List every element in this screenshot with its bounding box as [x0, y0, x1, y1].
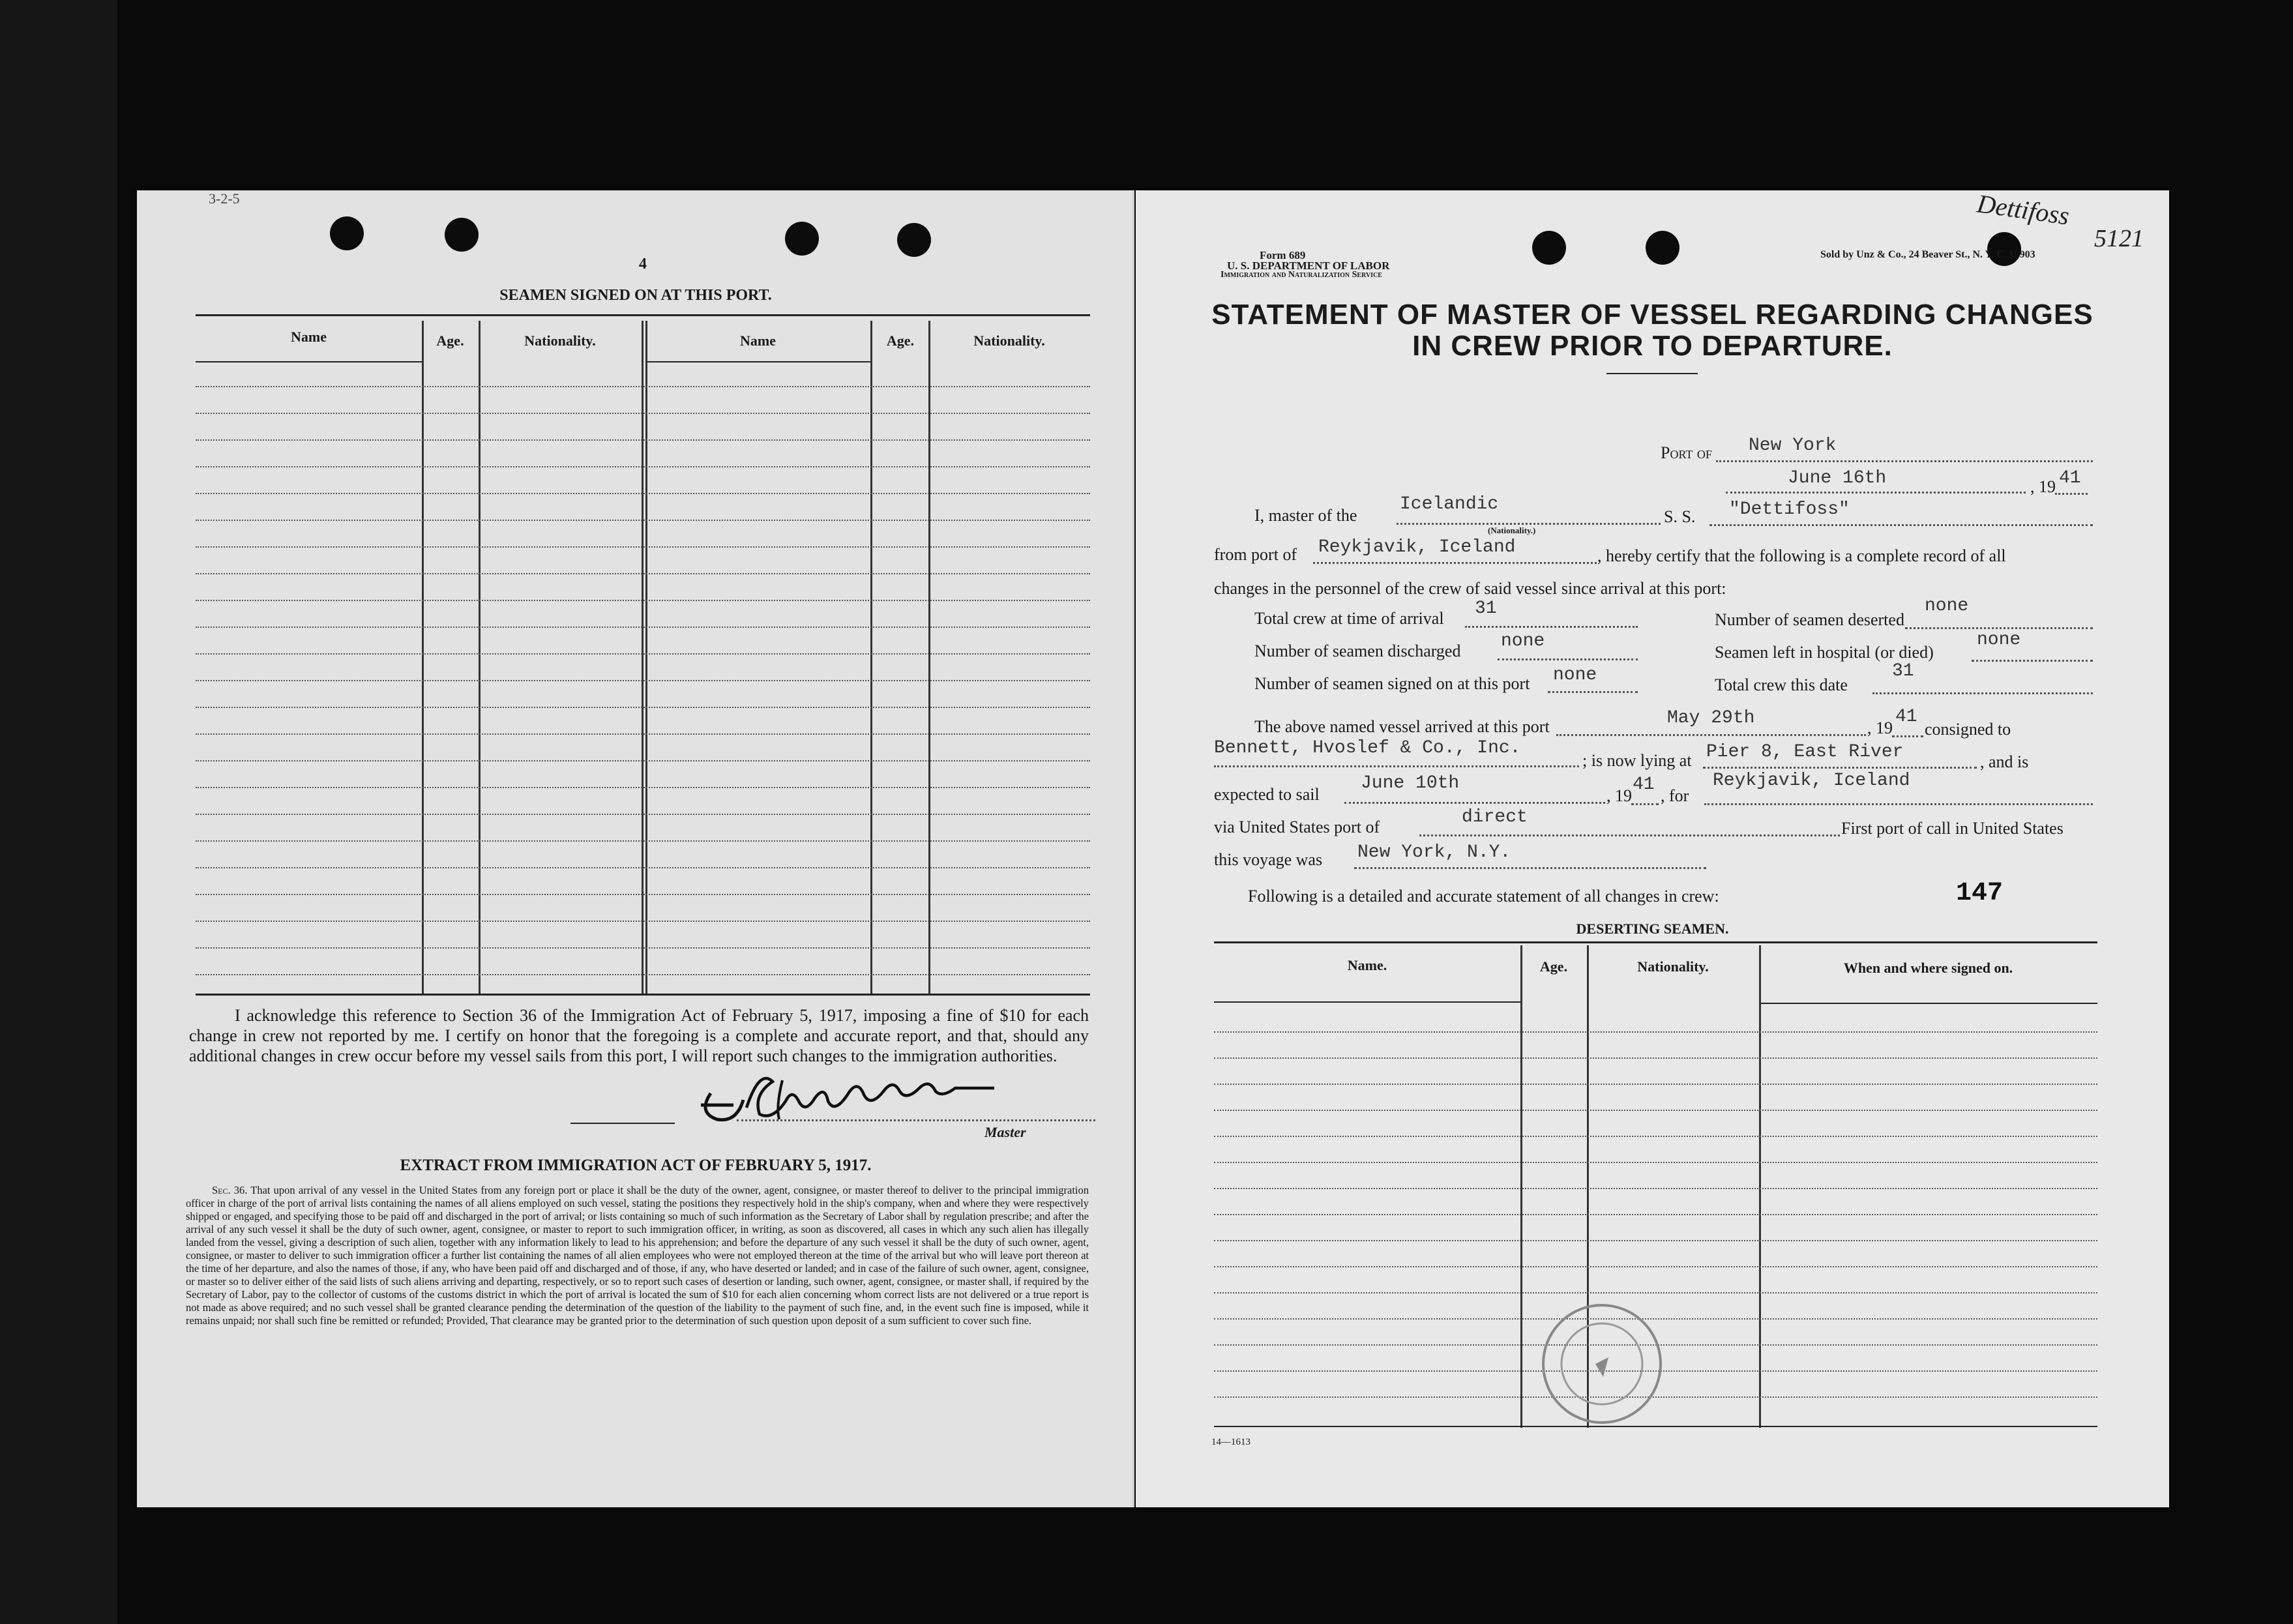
master-caption: Master: [984, 1124, 1026, 1140]
discharged-label: Number of seamen discharged: [1254, 642, 1461, 660]
table-row: [196, 466, 1090, 467]
deserting-col-signed-on: When and where signed on.: [1843, 960, 2013, 976]
page-number: 4: [639, 256, 647, 273]
consignee-value: Bennett, Hvoslef & Co., Inc.: [1214, 738, 1521, 758]
ss-label: S. S.: [1664, 507, 1696, 526]
table-row: [196, 680, 1090, 681]
via-field: [1419, 834, 1840, 836]
sec-label: Sec. 36.: [212, 1184, 248, 1196]
total-crew-arrival-field: [1465, 626, 1638, 628]
port-value: New York: [1749, 436, 1837, 456]
nationality-caption: (Nationality.): [1488, 525, 1536, 535]
table-row: [196, 386, 1090, 387]
signed-on-value: none: [1553, 665, 1597, 685]
table-row: [1214, 1136, 2097, 1137]
col-header-age: Age.: [436, 332, 464, 349]
and-is-label: , and is: [1980, 752, 2029, 771]
table-row: [196, 627, 1090, 628]
table-row: [196, 814, 1090, 815]
table-row: [1214, 1084, 2097, 1085]
from-port-field: [1313, 562, 1597, 564]
deserting-table-top: [1214, 941, 2097, 943]
destination-value: Reykjavik, Iceland: [1713, 771, 1910, 791]
changes-text: changes in the personnel of the crew of said vessel since arrival at this port:: [1214, 579, 1726, 598]
scanner-border: [0, 0, 117, 1624]
extract-text: [186, 1184, 1089, 1327]
table-row: [1214, 1162, 2097, 1163]
extract-title: EXTRACT FROM IMMIGRATION ACT OF FEBRUARY 5, 1917.: [400, 1157, 872, 1174]
table-row: [196, 707, 1090, 708]
signature-line: [737, 1119, 1095, 1121]
form-title-line1: STATEMENT OF MASTER OF VESSEL REGARDING CHANGES: [1211, 299, 2093, 331]
discharged-value: none: [1501, 631, 1545, 651]
signed-on-label: Number of seamen signed on at this port: [1254, 674, 1530, 693]
port-label: Port of: [1661, 443, 1712, 462]
col-header-nationality: Nationality.: [524, 332, 596, 349]
table-row: [1214, 1266, 2097, 1267]
voyage-field: [1354, 867, 1706, 869]
total-crew-date-field: [1872, 692, 2093, 694]
nationality-value: Icelandic: [1400, 494, 1499, 514]
port-field: [1716, 460, 2093, 462]
year-value: 41: [2059, 468, 2081, 488]
table-row: [1214, 1292, 2097, 1293]
table-row: [196, 573, 1090, 574]
table-row: [196, 840, 1090, 842]
following-label: Following is a detailed and accurate statement of all changes in crew:: [1248, 887, 1719, 906]
deserting-title: DESERTING SEAMEN.: [1576, 921, 1729, 937]
title-rule: [1606, 373, 1698, 374]
department-label: U. S. DEPARTMENT OF LABOR: [1227, 259, 1390, 272]
table-row: [196, 520, 1090, 521]
deserting-col-name: Name.: [1347, 957, 1387, 973]
stamp-number: 147: [1956, 879, 2004, 908]
hospital-field: [1972, 660, 2093, 662]
sec-36-body: That upon arrival of any vessel in the United States from any foreign port or place it shall be the duty of the owner, agent, consignee, or master thereof to deliver to the principal immigration officer in charge of the port of arrival lists containing the names of all aliens employed on such vessel, stating the positions they respectively hold in the ship's company, when and where they were respectively shipped or engaged, and specifying those to be paid off and discharged in the port of arrival; or lists containing so much of such information as the Secretary of Labor shall by regulation prescribe; and after the arrival of any such vessel it shall be the duty of such owner, agent, consignee, or master to report to such immigration officer, in writing, as soon as discovered, all cases in which any such alien has illegally landed from the vessel, giving a description of such alien, together with any information likely to lead to his apprehension; and before the departure of any such vessel it shall be the duty of such owner, agent, consignee, or master to deliver to such immigration officer a further list containing the names of all alien employees who were not employed thereon at the time of the arrival but who will leave port thereon at the time of her departure, and also the names of those, if any, who have been paid off and discharged and of those, if any, who have deserted or landed; and in case of the failure of such owner, agent, consignee, or master so to deliver either of the said lists of such aliens arriving and departing, respectively, or so to report such cases of desertion or landing, such owner, agent, consignee, or master shall, if required by the Secretary of Labor, pay to the collector of customs of the customs district in which the port of arrival is located the sum of $10 for each alien concerning whom correct lists are not delivered or a true report is not made as above required; and no such vessel shall be granted clearance pending the determination of the question of the liability to the payment of such fine, and, in the event such fine is imposed, while it remains unpaid; nor shall such fine be remitted or refunded; Provided, That clearance may be granted prior to the determination of such question upon deposit of a sum sufficient to cover such fine.: [186, 1184, 1089, 1327]
seller-label: Sold by Unz & Co., 24 Beaver St., N. Y. C. U 903: [1820, 249, 2035, 260]
nationality-field: [1397, 523, 1661, 525]
discharged-field: [1498, 658, 1638, 660]
table-bottom-rule: [196, 994, 1090, 996]
service-label: Immigration and Naturalization Service: [1220, 270, 1382, 280]
table-row: [1214, 1031, 2097, 1033]
deserting-col-age: Age.: [1539, 958, 1568, 975]
punch-hole: [445, 218, 479, 252]
punch-hole: [785, 222, 819, 256]
footer-code: 14—1613: [1211, 1437, 1250, 1447]
master-signature: [685, 1067, 1024, 1126]
sail-year-field: [1631, 803, 1659, 805]
deserted-field: [1905, 627, 2093, 629]
master-of-label: I, master of the: [1254, 506, 1357, 525]
table-row: [196, 546, 1090, 548]
total-crew-date-value: 31: [1892, 661, 1914, 681]
table-row: [196, 493, 1090, 494]
expected-label: expected to sail: [1214, 785, 1320, 804]
for-label: , for: [1661, 786, 1689, 805]
table-row: [196, 760, 1090, 761]
table-row: [196, 439, 1090, 441]
arrived-field: [1556, 734, 1866, 736]
table-row: [196, 733, 1090, 735]
table-row: [1214, 1214, 2097, 1215]
hospital-label: Seamen left in hospital (or died): [1715, 643, 1934, 662]
arrived-year-prefix: , 19: [1867, 718, 1893, 737]
table-row: [196, 413, 1090, 414]
voyage-label: this voyage was: [1214, 850, 1323, 869]
table-row: [196, 974, 1090, 975]
short-rule: [570, 1123, 675, 1124]
acknowledgement-text: I acknowledge this reference to Section 36 of the Immigration Act of February 5, 1917, imposing a fine of $10 for each change in crew not reported by me. I certify on honor that the foregoing is a complete and accurate report, and that, should any additional changes in crew occur before my vessel sails from this port, I will report such changes to the immigration authorities.: [189, 1006, 1089, 1065]
sail-year: 41: [1633, 775, 1655, 795]
deserting-column-divider: [1759, 945, 1761, 1428]
arrived-value: May 29th: [1667, 708, 1755, 728]
signed-on-field: [1548, 691, 1638, 693]
punch-hole: [330, 216, 364, 250]
first-port-label: First port of call in United States: [1841, 819, 2064, 838]
pier-value: Pier 8, East River: [1706, 742, 1904, 762]
year-prefix: , 19: [2030, 477, 2056, 496]
table-row: [1214, 1240, 2097, 1241]
col-header-age-2: Age.: [886, 332, 915, 349]
right-page-statement: [1136, 190, 2169, 1507]
table-row: [1214, 1110, 2097, 1111]
deserted-label: Number of seamen deserted: [1715, 610, 1904, 629]
header-underline: [645, 361, 870, 362]
date-value: June 16th: [1788, 468, 1887, 488]
col-header-name: Name: [291, 329, 327, 345]
voyage-value: New York, N.Y.: [1357, 842, 1511, 863]
punch-hole: [897, 223, 931, 257]
total-crew-arrival-label: Total crew at time of arrival: [1254, 609, 1444, 628]
handwritten-number: 5121: [2094, 225, 2144, 252]
deserting-header-underline: [1759, 1003, 2097, 1004]
table-row: [196, 787, 1090, 788]
ship-field: [1709, 524, 2093, 526]
form-title-line2: IN CREW PRIOR TO DEPARTURE.: [1412, 330, 1893, 362]
form-number: Form 689: [1260, 249, 1306, 261]
deserted-value: none: [1925, 596, 1969, 616]
col-header-name-2: Name: [740, 332, 776, 349]
handwritten-ship-name: Dettifoss: [1975, 188, 2071, 231]
punch-hole: [1532, 231, 1566, 265]
arrived-year: 41: [1895, 707, 1917, 727]
via-value: direct: [1462, 807, 1528, 827]
table-top-rule: [196, 314, 1090, 316]
table-row: [196, 921, 1090, 922]
table-row: [196, 894, 1090, 895]
certify-text: , hereby certify that the following is a complete record of all: [1597, 546, 2006, 565]
consigned-label: consigned to: [1925, 720, 2011, 739]
deserting-column-divider: [1520, 945, 1522, 1428]
ship-value: "Dettifoss": [1729, 499, 1850, 520]
table-row: [196, 653, 1090, 655]
table-row: [196, 867, 1090, 868]
sail-year-prefix: , 19: [1606, 786, 1632, 805]
hospital-value: none: [1977, 630, 2021, 650]
header-underline: [196, 361, 422, 362]
deserting-header-underline: [1214, 1001, 1520, 1003]
from-port-value: Reykjavik, Iceland: [1318, 537, 1516, 557]
punch-hole: [1646, 231, 1679, 265]
table-row: [1214, 1188, 2097, 1189]
arrived-label: The above named vessel arrived at this port: [1254, 717, 1550, 736]
table-row: [196, 947, 1090, 949]
consignee-field: [1214, 765, 1579, 767]
col-header-nationality-2: Nationality.: [973, 332, 1045, 349]
pier-field: [1703, 767, 1977, 769]
sail-date-field: [1344, 802, 1605, 804]
table-row: [196, 600, 1090, 601]
date-field: [1726, 492, 2026, 494]
total-crew-date-label: Total crew this date: [1715, 675, 1848, 694]
table-row: [1214, 1057, 2097, 1059]
arrived-year-field: [1892, 735, 1923, 737]
via-label: via United States port of: [1214, 818, 1380, 836]
destination-field: [1704, 803, 2093, 805]
deserting-col-nationality: Nationality.: [1637, 958, 1709, 975]
from-port-label: from port of: [1214, 545, 1297, 564]
year-field: [2055, 493, 2088, 495]
official-seal-stamp: [1537, 1299, 1667, 1429]
total-crew-arrival-value: 31: [1475, 598, 1497, 619]
section-title: SEAMEN SIGNED ON AT THIS PORT.: [499, 287, 772, 304]
sail-date-value: June 10th: [1361, 773, 1460, 793]
left-page-seamen-signed-on: [137, 190, 1134, 1507]
corner-mark: 3-2-5: [209, 190, 240, 207]
lying-label: ; is now lying at: [1582, 751, 1692, 770]
